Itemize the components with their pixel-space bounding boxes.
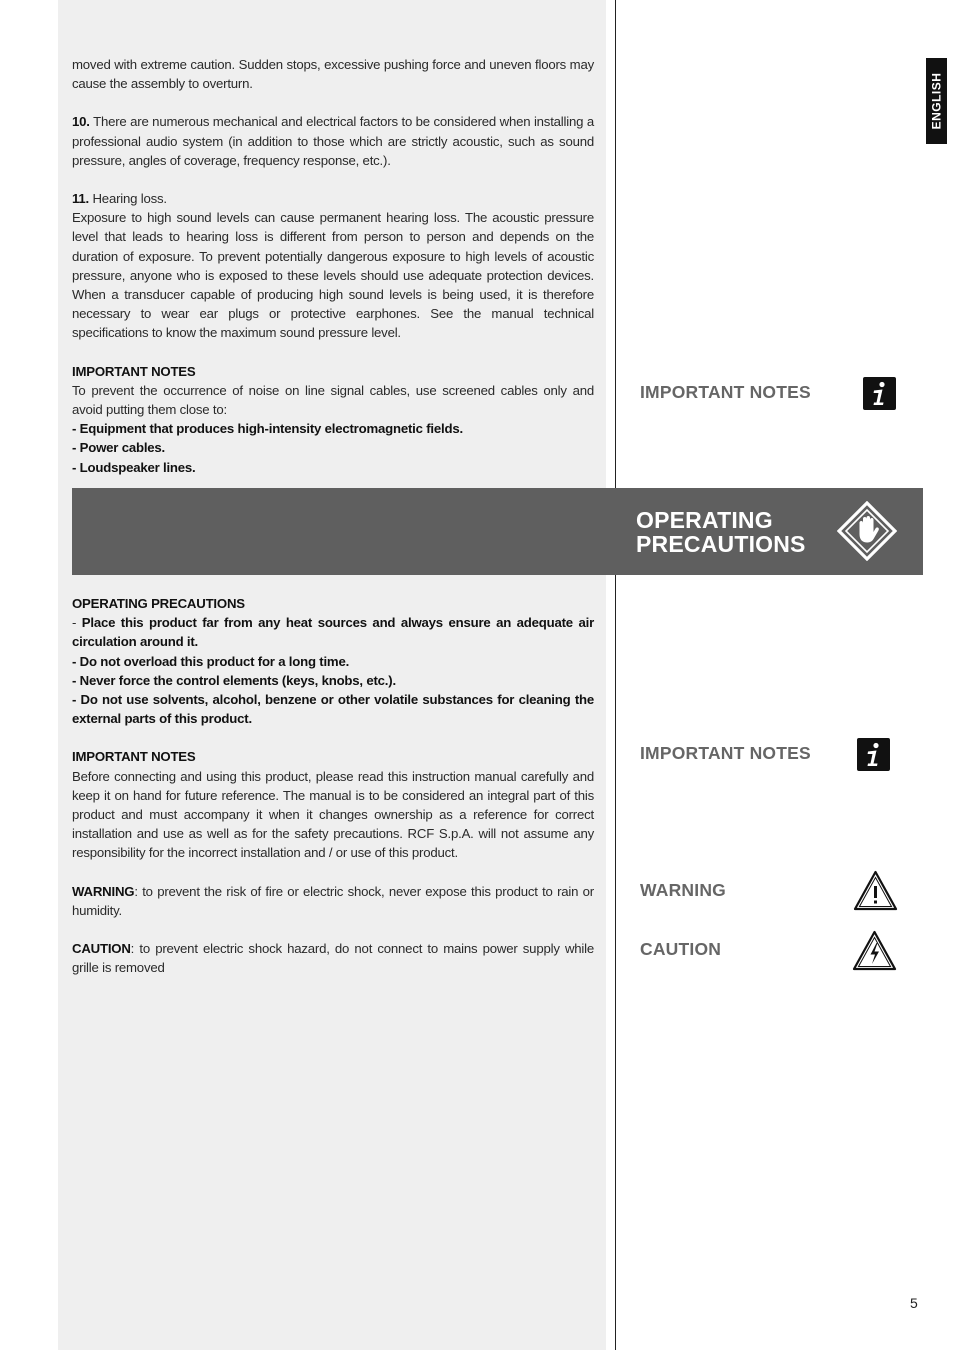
language-tab (926, 58, 947, 144)
notes1-item: - Loudspeaker lines. (72, 459, 196, 475)
precaution-item-1-prefix: - (72, 615, 82, 631)
notes2-heading: IMPORTANT NOTES (72, 749, 196, 765)
intro-paragraph: moved with extreme caution. Sudden stops, excessive pushing force and uneven floors may cause the assembly to overturn. (72, 57, 594, 92)
warning-label: WARNING (72, 883, 135, 899)
caution-text: : to prevent electric shock hazard, do not connect to mains power supply while grille is removed (72, 941, 594, 976)
side-label-important-notes: IMPORTANT NOTES (640, 743, 811, 763)
info-icon (863, 377, 896, 410)
notes1-heading: IMPORTANT NOTES (72, 363, 196, 379)
page-number: 5 (910, 1295, 918, 1311)
info-icon (857, 738, 890, 771)
hand-warning-icon (837, 501, 897, 561)
precaution-item-1 (72, 613, 594, 651)
notes1-item: - Power cables. (72, 440, 166, 456)
column-divider (615, 0, 616, 1350)
banner-title-line1: OPERATING (636, 507, 773, 533)
caution-paragraph (72, 939, 594, 977)
item11-text: Exposure to high sound levels can cause permanent hearing loss. The acoustic pressure level that leads to hearing loss is different from person to person and depends on the duration of exposure. To prevent potentially dangerous exposure to high levels of acoustic pressure, anyone who is exposed to these levels should use adequate protection devices. When a transducer capable of producing high sound levels is being used, it is therefore necessary to wear ear plugs or protective earphones. See the manual technical specifications to know the maximum sound pressure level. (72, 210, 594, 341)
language-tab-label: ENGLISH (929, 72, 944, 130)
caution-label: CAUTION (72, 941, 131, 957)
notes1-text: To prevent the occurrence of noise on line signal cables, use screened cables only and avoid putting them close to: (72, 382, 594, 418)
warning-triangle-icon (853, 870, 898, 911)
warning-paragraph (72, 882, 594, 920)
side-label-warning: WARNING (640, 880, 726, 900)
item11-number: 11. (72, 191, 90, 207)
precautions-heading: OPERATING PRECAUTIONS (72, 596, 245, 611)
precaution-item-3: - Never force the control elements (keys, knobs, etc.). (72, 672, 396, 688)
section2-text (72, 594, 594, 977)
precaution-item-4: - Do not use solvents, alcohol, benzene or other volatile substances for cleaning the external parts of this product. (72, 692, 594, 727)
item10-number: 10. (72, 114, 90, 130)
item11-title-line (72, 189, 594, 208)
item10-paragraph (72, 112, 594, 170)
item10-text: There are numerous mechanical and electrical factors to be considered when installing a professional audio system (in addition to those which are strictly acoustic, such as sound pressure, angles of coverage, frequency response, etc.). (72, 114, 594, 168)
item11-title: Hearing loss. (92, 191, 167, 207)
banner-title (636, 508, 806, 556)
banner-title-line2: PRECAUTIONS (636, 531, 806, 557)
notes2-text: Before connecting and using this product, please read this instruction manual carefully and keep it on hand for future reference. The manual is to be considered an integral part of this product and must accompany it when it changes ownership as a reference for correct installation and use as well as for the safety precautions. RCF S.p.A. will not assume any responsibility for the incorrect installation and / or use of this product. (72, 768, 594, 861)
side-label-caution: CAUTION (640, 939, 722, 959)
side-label-important-notes: IMPORTANT NOTES (640, 382, 811, 402)
precaution-item-2: - Do not overload this product for a long time. (72, 653, 350, 669)
notes1-item: - Equipment that produces high-intensity electromagnetic fields. (72, 421, 463, 437)
section1-text (72, 55, 594, 477)
warning-text: : to prevent the risk of fire or electric shock, never expose this product to rain or humidity. (72, 883, 594, 918)
precaution-item-1-text: Place this product far from any heat sources and always ensure an adequate air circulation around it. (72, 615, 595, 650)
electric-shock-triangle-icon (852, 930, 897, 971)
